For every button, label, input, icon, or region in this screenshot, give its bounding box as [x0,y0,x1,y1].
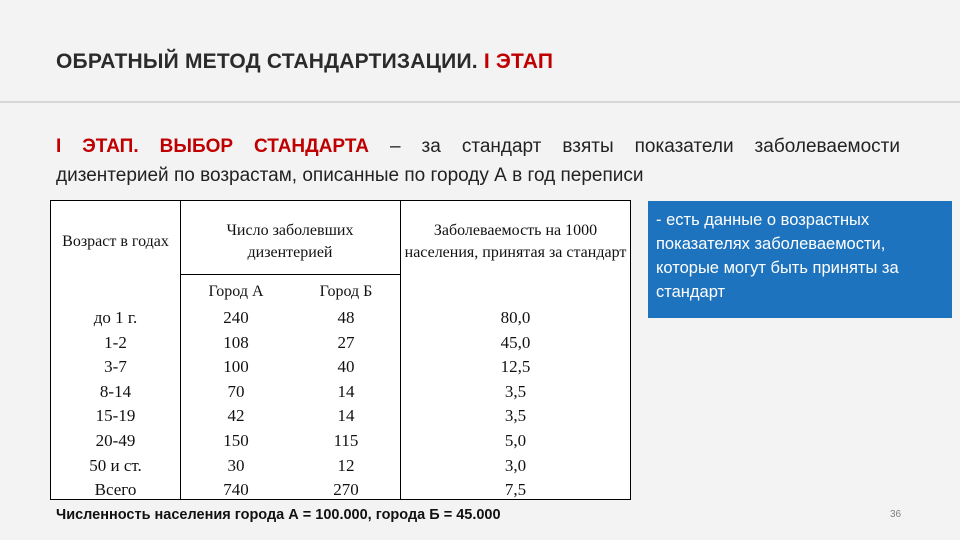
age-cell: 20-49 [95,430,136,450]
city-a-cell: 108 [223,332,249,352]
age-cell: 15-19 [95,406,136,426]
table-divider-cases [180,274,400,275]
age-cell: до 1 г. [93,308,138,327]
rate-cell: 3,5 [504,381,527,401]
rate-cell: 5,0 [504,430,527,450]
city-a-cell: 740 [223,480,249,500]
city-b-cell: 115 [333,430,359,450]
age-cell: 50 и ст. [89,455,142,475]
intro-paragraph [56,132,900,190]
rate-cell: 80,0 [500,308,531,327]
column-city-a [181,306,291,503]
rate-cell: 12,5 [500,357,531,377]
header-cases: Число заболевших дизентерией [226,222,354,261]
city-b-cell: 14 [337,381,355,401]
callout-note: - есть данные о возрастных показателях заболеваемости, которые могут быть приняты за стандарт [648,201,952,318]
page-number: 36 [890,509,902,520]
title-accent: I ЭТАП [483,50,554,73]
age-cell: Всего [94,480,137,500]
column-rate [403,306,628,503]
city-a-cell: 240 [223,308,249,327]
intro-line-2: дизентерией по возрастам, описанные по городу А в год переписи [56,165,644,186]
age-cell: 3-7 [104,357,127,377]
slide-title [56,50,916,74]
intro-line1-rest: – за стандарт взяты показатели заболеваемости [368,136,900,157]
header-city-a: Город А [208,283,264,300]
rate-cell: 45,0 [500,332,531,352]
intro-line-1 [56,132,900,161]
city-b-cell: 40 [337,357,355,377]
city-b-cell: 14 [337,406,355,426]
city-b-cell: 27 [337,332,355,352]
city-a-cell: 42 [227,406,245,426]
rate-cell: 7,5 [504,480,527,500]
title-main: ОБРАТНЫЙ МЕТОД СТАНДАРТИЗАЦИИ. [56,50,478,73]
city-a-cell: 30 [227,455,245,475]
header-rate: Заболеваемость на 1000 населения, принятая за стандарт [404,222,627,261]
city-a-cell: 70 [227,381,245,401]
data-table [50,200,631,500]
column-city-b [291,306,401,503]
intro-accent: I ЭТАП. ВЫБОР СТАНДАРТА [56,136,369,157]
column-age [51,306,180,503]
header-city-b: Город Б [319,283,373,300]
population-footer: Численность населения города А = 100.000, города Б = 45.000 [56,507,501,523]
rate-cell: 3,5 [504,406,527,426]
age-cell: 1-2 [104,332,127,352]
city-a-cell: 100 [223,357,249,377]
city-b-cell: 270 [333,480,359,500]
title-divider [0,101,960,103]
city-b-cell: 12 [337,455,355,475]
header-age: Возраст в годах [62,233,169,250]
city-a-cell: 150 [223,430,249,450]
age-cell: 8-14 [99,381,132,401]
city-b-cell: 48 [337,308,355,327]
rate-cell: 3,0 [504,455,527,475]
